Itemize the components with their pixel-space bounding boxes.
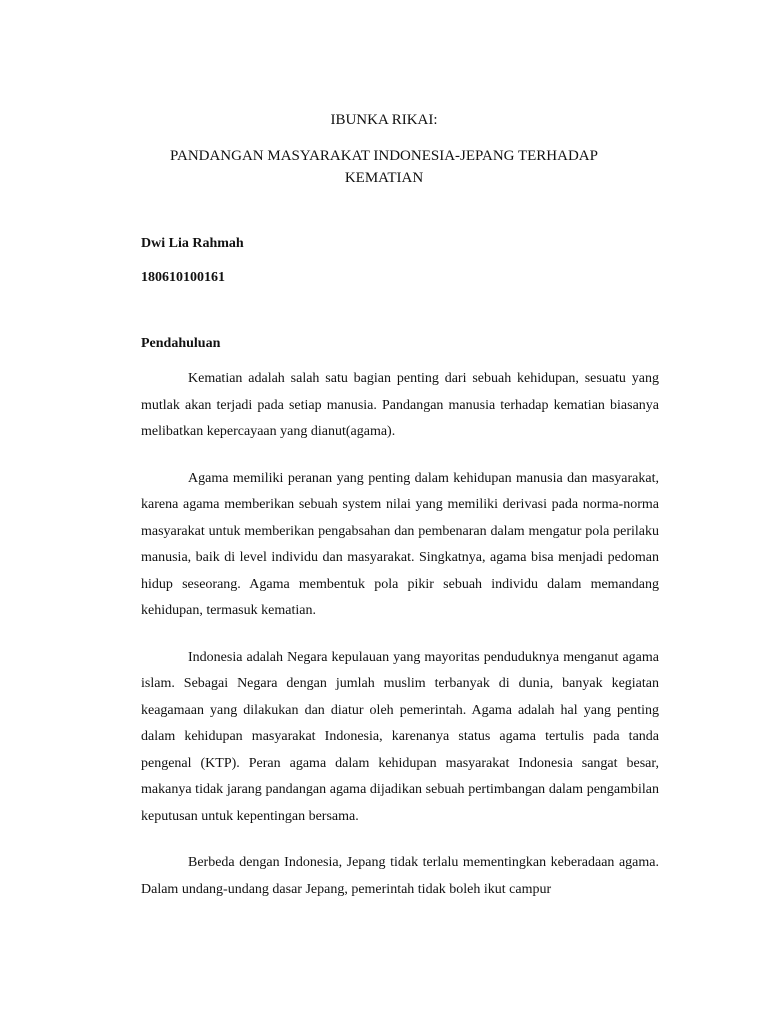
document-title: IBUNKA RIKAI: xyxy=(330,112,438,128)
subtitle-line-2: KEMATIAN xyxy=(344,170,424,186)
paragraph: Indonesia adalah Negara kepulauan yang mayoritas penduduknya menganut agama islam. Sebagai Negara dengan jumlah muslim terbanyak di dunia, banyak kegiatan keagamaan yang dilakukan dan diatur oleh pemerintah. Agama adalah hal yang penting dalam kehidupan masyarakat Indonesia, karenanya status agama tertulis pada tanda pengenal (KTP). Peran agama dalam kehidupan masyarakat Indonesia sangat besar, makanya tidak jarang pandangan agama dijadikan sebuah pertimbangan dalam pengambilan keputusan untuk kepentingan bersama. xyxy=(141,649,659,824)
section-heading: Pendahuluan xyxy=(141,336,221,351)
body-text xyxy=(141,366,659,923)
paragraph: Berbeda dengan Indonesia, Jepang tidak terlalu mementingkan keberadaan agama. Dalam undang-undang dasar Jepang, pemerintah tidak boleh ikut campur xyxy=(141,855,659,897)
document-subtitle xyxy=(0,145,768,189)
paragraph: Kematian adalah salah satu bagian penting dari sebuah kehidupan, sesuatu yang mutlak akan terjadi pada setiap manusia. Pandangan manusia terhadap kematian biasanya melibatkan kepercayaan yang dianut(agama). xyxy=(141,371,659,439)
subtitle-line-1: PANDANGAN MASYARAKAT INDONESIA-JEPANG TERHADAP xyxy=(170,148,598,164)
student-id: 180610100161 xyxy=(141,270,225,285)
paragraph: Agama memiliki peranan yang penting dalam kehidupan manusia dan masyarakat, karena agama memberikan sebuah system nilai yang memiliki derivasi pada norma-norma masyarakat untuk memberikan pengabsahan dan pembenaran dalam mengatur pola perilaku manusia, baik di level individu dan masyarakat. Singkatnya, agama bisa menjadi pedoman hidup seseorang. Agama membentuk pola pikir sebuah individu dalam memandang kehidupan, termasuk kematian. xyxy=(141,470,659,618)
author-name: Dwi Lia Rahmah xyxy=(141,236,244,251)
